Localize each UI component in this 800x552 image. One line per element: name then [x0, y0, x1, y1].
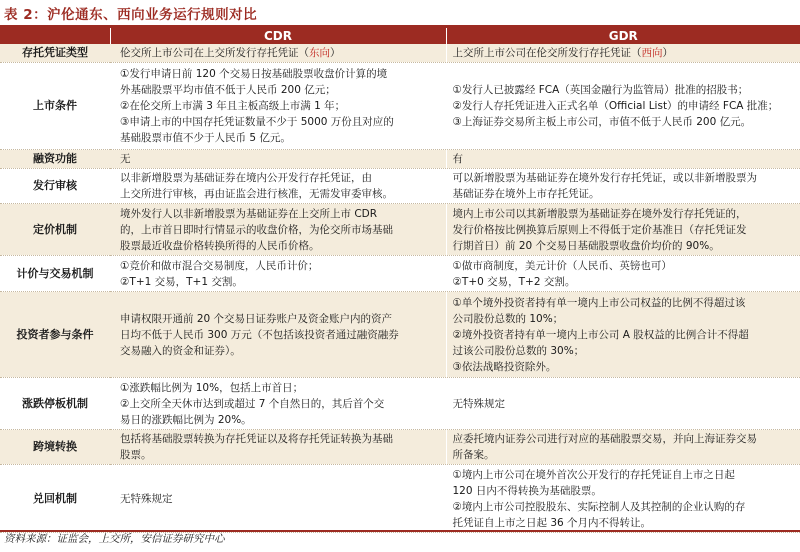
header-row — [0, 28, 800, 44]
gdr-cell — [446, 430, 800, 465]
cell-line: ②境外投资者持有单一境内上市公司 A 股权益的比例合计不得超 — [452, 328, 749, 341]
paren-close: ） — [662, 47, 673, 59]
cell-line: ①发行申请日前 120 个交易日按基础股票收盘价计算的境 — [120, 68, 388, 80]
cell-line: ①单个境外投资者持有单一境内上市公司权益的比例不得超过该 — [452, 296, 746, 309]
cell-line: ③依法战略投资除外。 — [452, 360, 557, 373]
cdr-cell — [110, 292, 446, 378]
row-label-issuance-review: 发行审核 — [0, 169, 110, 204]
cell-line: ②上交所全天休市达到或超过 7 个自然日的，其后首个交 — [120, 397, 385, 410]
table-row — [0, 430, 800, 465]
direction-east: 东向 — [309, 47, 330, 59]
cell-line: 以非新增股票为基础证券在境内公开发行存托凭证，由 — [120, 172, 372, 184]
cell-line: 120 日内不得转换为基础股票。 — [452, 484, 602, 497]
cdr-cell — [110, 44, 446, 63]
cell-line: ②境内上市公司控股股东、实际控制人及其控制的企业认购的存 — [452, 500, 746, 513]
gdr-cell — [446, 292, 800, 378]
cell-line: 申请权限开通前 20 个交易日证券账户及资金账户内的资产 — [120, 312, 393, 325]
gdr-cell — [446, 256, 800, 292]
gdr-cell — [446, 204, 800, 256]
cell-line: 包括将基础股票转换为存托凭证以及将存托凭证转换为基础 — [120, 433, 393, 445]
cell-line: ②发行人存托凭证进入正式名单（Official List）的申请经 FCA 批准； — [452, 100, 779, 112]
cell-line: 交易融入的资金和证券）。 — [120, 344, 241, 357]
cell-line: 无特殊规定 — [120, 492, 173, 505]
row-label-financing: 融资功能 — [0, 150, 110, 169]
cell-line: 行期首日）前 20 个交易日基础股票收盘价均价的 90%。 — [452, 239, 720, 252]
row-label-price-limit: 涨跌停板机制 — [0, 378, 110, 430]
table-row — [0, 204, 800, 256]
cell-line: ②在伦交所上市满 3 年且主板高级上市满 1 年； — [120, 100, 346, 112]
cdr-cell — [110, 430, 446, 465]
gdr-cell — [446, 169, 800, 204]
cell-line: 基础证券在境外上市存托凭证。 — [452, 188, 600, 200]
row-label-redemption: 兑回机制 — [0, 465, 110, 533]
header-gdr: GDR — [446, 28, 800, 44]
cell-line: 的，上市首日即时行情显示的收盘价格，为伦交所市场基础 — [120, 223, 393, 236]
source-note: 资料来源：证监会，上交所，安信证券研究中心 — [4, 533, 225, 545]
comparison-table — [0, 28, 800, 533]
cell-line: 应委托境内证券公司进行对应的基础股票交易，并向上海证券交易 — [452, 433, 757, 445]
gdr-cell — [446, 150, 800, 169]
row-label-pricing-trading: 计价与交易机制 — [0, 256, 110, 292]
cell-line: 托凭证自上市之日起 36 个月内不得转让。 — [452, 516, 652, 529]
cell-line: 外基础股票平均市值不低于人民币 200 亿元； — [120, 84, 336, 96]
cell-line: ③申请上市的中国存托凭证数量不少于 5000 万份且对应的 — [120, 116, 394, 128]
cell-line: 有 — [452, 153, 463, 165]
gdr-cell — [446, 44, 800, 63]
gdr-cell — [446, 465, 800, 533]
row-label-cross-border: 跨境转换 — [0, 430, 110, 465]
cdr-text: 伦交所上市公司在上交所发行存托凭证（ — [120, 47, 309, 59]
header-cdr: CDR — [110, 28, 446, 44]
cell-line: 股票最近收盘价格转换所得的人民币价格。 — [120, 239, 320, 252]
cell-line: 上交所进行审核，再由证监会进行核准，无需发审委审核。 — [120, 188, 393, 200]
row-label-investor-conditions: 投资者参与条件 — [0, 292, 110, 378]
cell-line: 境内上市公司以其新增股票为基础证券在境外发行存托凭证的， — [452, 207, 747, 220]
cell-line: 基础股票市值不少于人民币 5 亿元。 — [120, 132, 291, 144]
cell-line: 公司股份总数的 10%； — [452, 312, 564, 325]
row-label-listing-conditions: 上市条件 — [0, 63, 110, 150]
cell-line: 发行价格按比例换算后原则上不得低于定价基准日（存托凭证发 — [452, 223, 747, 236]
cell-line: ①做市商制度，美元计价（人民币、英镑也可） — [452, 259, 672, 272]
row-label-pricing: 定价机制 — [0, 204, 110, 256]
table-title: 表 2：沪伦通东、西向业务运行规则对比 — [4, 7, 258, 23]
gdr-cell — [446, 63, 800, 150]
cdr-cell — [110, 465, 446, 533]
cell-line: 所备案。 — [452, 449, 495, 461]
cdr-cell — [110, 378, 446, 430]
table-row — [0, 256, 800, 292]
table-row — [0, 465, 800, 533]
cell-line: 股票。 — [120, 449, 152, 461]
table-row — [0, 44, 800, 63]
cell-line: ②T+0 交易，T+2 交割。 — [452, 275, 576, 288]
cdr-cell — [110, 204, 446, 256]
cell-line: 境外发行人以非新增股票为基础证券在上交所上市 CDR — [120, 207, 378, 220]
cell-line: 过该公司股份总数的 30%； — [452, 344, 585, 357]
cell-line: 无 — [120, 153, 131, 165]
table-row — [0, 169, 800, 204]
cell-line: ③上海证券交易所主板上市公司，市值不低于人民币 200 亿元。 — [452, 116, 752, 128]
cell-line: 日均不低于人民币 300 万元（不包括该投资者通过融资融券 — [120, 328, 399, 341]
cell-line: ②T+1 交易，T+1 交割。 — [120, 275, 243, 288]
cdr-cell — [110, 169, 446, 204]
cell-line: ①境内上市公司在境外首次公开发行的存托凭证自上市之日起 — [452, 468, 735, 481]
cdr-cell — [110, 256, 446, 292]
table-row — [0, 150, 800, 169]
cell-line: ①发行人已披露经 FCA（英国金融行为监管局）批准的招股书； — [452, 84, 749, 96]
cell-line: 易日的涨跌幅比例为 20%。 — [120, 413, 252, 426]
cell-line: 可以新增股票为基础证券在境外发行存托凭证，或以非新增股票为 — [452, 172, 757, 184]
header-blank — [0, 28, 110, 44]
direction-west: 西向 — [641, 47, 663, 59]
table-row — [0, 292, 800, 378]
cell-line: ①涨跌幅比例为 10%，包括上市首日； — [120, 381, 304, 394]
paren-close: ） — [330, 47, 341, 59]
gdr-text: 上交所上市公司在伦交所发行存托凭证（ — [452, 47, 642, 59]
row-label-depositary-type: 存托凭证类型 — [0, 44, 110, 63]
cdr-cell — [110, 63, 446, 150]
gdr-cell — [446, 378, 800, 430]
table-row — [0, 63, 800, 150]
cdr-cell — [110, 150, 446, 169]
cell-line: 无特殊规定 — [452, 397, 505, 410]
cell-line: ①竞价和做市混合交易制度，人民币计价； — [120, 259, 319, 272]
table-row — [0, 378, 800, 430]
